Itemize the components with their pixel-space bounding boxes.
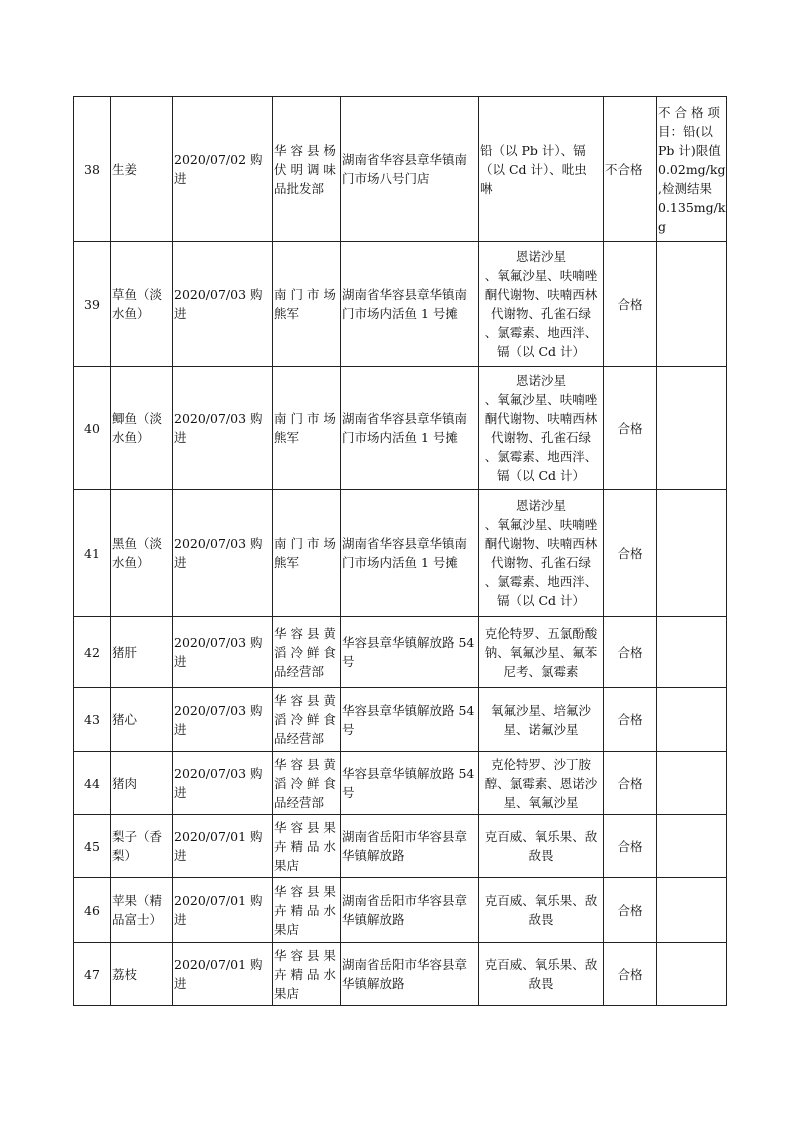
seller-name: 华 容 县 黄 滔 冷 鲜 食 品经营部	[273, 688, 341, 752]
test-items: 恩诺沙星 、氧氟沙星、呋喃唑 酮代谢物、呋喃西林 代谢物、孔雀石绿 、氯霉素、地西泮、 镉（以 Cd 计）	[479, 490, 604, 617]
seller-address: 湖南省岳阳市华容县章 华镇解放路	[341, 815, 479, 878]
test-items: 克伦特罗、五氯酚酸 钠、氧氟沙星、氟苯 尼考、氯霉素	[479, 617, 604, 688]
table-row	[74, 490, 727, 617]
purchase-date: 2020/07/03 购进	[173, 242, 273, 367]
remarks	[657, 367, 727, 490]
remarks	[657, 878, 727, 943]
row-number: 41	[74, 490, 111, 617]
test-items: 克百威、氧乐果、敌 敌畏	[479, 815, 604, 878]
table-row	[74, 617, 727, 688]
product-name: 生姜	[111, 97, 173, 242]
purchase-date: 2020/07/03 购进	[173, 617, 273, 688]
row-number: 40	[74, 367, 111, 490]
row-number: 46	[74, 878, 111, 943]
row-number: 47	[74, 943, 111, 1006]
row-number: 39	[74, 242, 111, 367]
table-row	[74, 815, 727, 878]
remarks	[657, 242, 727, 367]
purchase-date: 2020/07/03 购进	[173, 752, 273, 815]
product-name: 草鱼（淡 水鱼）	[111, 242, 173, 367]
seller-address: 湖南省华容县章华镇南 门市场内活鱼 1 号摊	[341, 242, 479, 367]
remarks	[657, 943, 727, 1006]
table-row	[74, 367, 727, 490]
table-row	[74, 242, 727, 367]
product-name: 梨子（香 梨）	[111, 815, 173, 878]
purchase-date: 2020/07/01 购进	[173, 878, 273, 943]
seller-address: 湖南省华容县章华镇南 门市场内活鱼 1 号摊	[341, 367, 479, 490]
product-name: 猪肉	[111, 752, 173, 815]
remarks: 不 合 格 项 目：铅(以 Pb 计)限值 0.02mg/kg ,检测结果 0.135mg/k g	[657, 97, 727, 242]
product-name: 黑鱼（淡 水鱼）	[111, 490, 173, 617]
remarks	[657, 752, 727, 815]
seller-name: 华 容 县 果 卉 精 品 水 果店	[273, 815, 341, 878]
test-result: 合格	[604, 752, 657, 815]
product-name: 鲫鱼（淡 水鱼）	[111, 367, 173, 490]
seller-address: 湖南省岳阳市华容县章 华镇解放路	[341, 943, 479, 1006]
seller-name: 华 容 县 果 卉 精 品 水 果店	[273, 878, 341, 943]
product-name: 荔枝	[111, 943, 173, 1006]
test-result: 合格	[604, 490, 657, 617]
test-result: 合格	[604, 688, 657, 752]
purchase-date: 2020/07/02 购进	[173, 97, 273, 242]
purchase-date: 2020/07/03 购进	[173, 688, 273, 752]
remarks	[657, 815, 727, 878]
test-result: 不合格	[604, 97, 657, 242]
remarks	[657, 617, 727, 688]
inspection-table	[73, 96, 727, 1006]
test-items: 克百威、氧乐果、敌 敌畏	[479, 878, 604, 943]
seller-address: 华容县章华镇解放路 54 号	[341, 688, 479, 752]
seller-address: 湖南省华容县章华镇南 门市场八号门店	[341, 97, 479, 242]
test-items: 克百威、氧乐果、敌 敌畏	[479, 943, 604, 1006]
product-name: 猪心	[111, 688, 173, 752]
row-number: 38	[74, 97, 111, 242]
purchase-date: 2020/07/01 购进	[173, 943, 273, 1006]
row-number: 43	[74, 688, 111, 752]
test-result: 合格	[604, 367, 657, 490]
seller-address: 华容县章华镇解放路 54 号	[341, 617, 479, 688]
test-items: 铅（以 Pb 计）、镉 （以 Cd 计）、吡虫 啉	[479, 97, 604, 242]
purchase-date: 2020/07/03 购进	[173, 490, 273, 617]
test-items: 克伦特罗、沙丁胺 醇、氯霉素、恩诺沙 星、氧氟沙星	[479, 752, 604, 815]
remarks	[657, 688, 727, 752]
row-number: 44	[74, 752, 111, 815]
test-items: 恩诺沙星 、氧氟沙星、呋喃唑 酮代谢物、呋喃西林 代谢物、孔雀石绿 、氯霉素、地西泮、 镉（以 Cd 计）	[479, 367, 604, 490]
test-result: 合格	[604, 815, 657, 878]
product-name: 苹果（精 品富士）	[111, 878, 173, 943]
product-name: 猪肝	[111, 617, 173, 688]
seller-address: 湖南省华容县章华镇南 门市场内活鱼 1 号摊	[341, 490, 479, 617]
test-items: 恩诺沙星 、氧氟沙星、呋喃唑 酮代谢物、呋喃西林 代谢物、孔雀石绿 、氯霉素、地西泮、 镉（以 Cd 计）	[479, 242, 604, 367]
seller-name: 南 门 市 场 熊军	[273, 367, 341, 490]
table-row	[74, 752, 727, 815]
table-row	[74, 97, 727, 242]
table-row	[74, 943, 727, 1006]
test-items: 氧氟沙星、培氟沙 星、诺氟沙星	[479, 688, 604, 752]
table-row	[74, 878, 727, 943]
seller-name: 南 门 市 场 熊军	[273, 242, 341, 367]
seller-name: 华 容 县 黄 滔 冷 鲜 食 品经营部	[273, 617, 341, 688]
test-result: 合格	[604, 617, 657, 688]
seller-name: 华 容 县 果 卉 精 品 水 果店	[273, 943, 341, 1006]
purchase-date: 2020/07/03 购进	[173, 367, 273, 490]
seller-address: 湖南省岳阳市华容县章 华镇解放路	[341, 878, 479, 943]
test-result: 合格	[604, 878, 657, 943]
row-number: 42	[74, 617, 111, 688]
seller-name: 华 容 县 杨 伏 明 调 味 品批发部	[273, 97, 341, 242]
seller-address: 华容县章华镇解放路 54 号	[341, 752, 479, 815]
row-number: 45	[74, 815, 111, 878]
seller-name: 南 门 市 场 熊军	[273, 490, 341, 617]
table-row	[74, 688, 727, 752]
seller-name: 华 容 县 黄 滔 冷 鲜 食 品经营部	[273, 752, 341, 815]
purchase-date: 2020/07/01 购进	[173, 815, 273, 878]
test-result: 合格	[604, 943, 657, 1006]
test-result: 合格	[604, 242, 657, 367]
remarks	[657, 490, 727, 617]
